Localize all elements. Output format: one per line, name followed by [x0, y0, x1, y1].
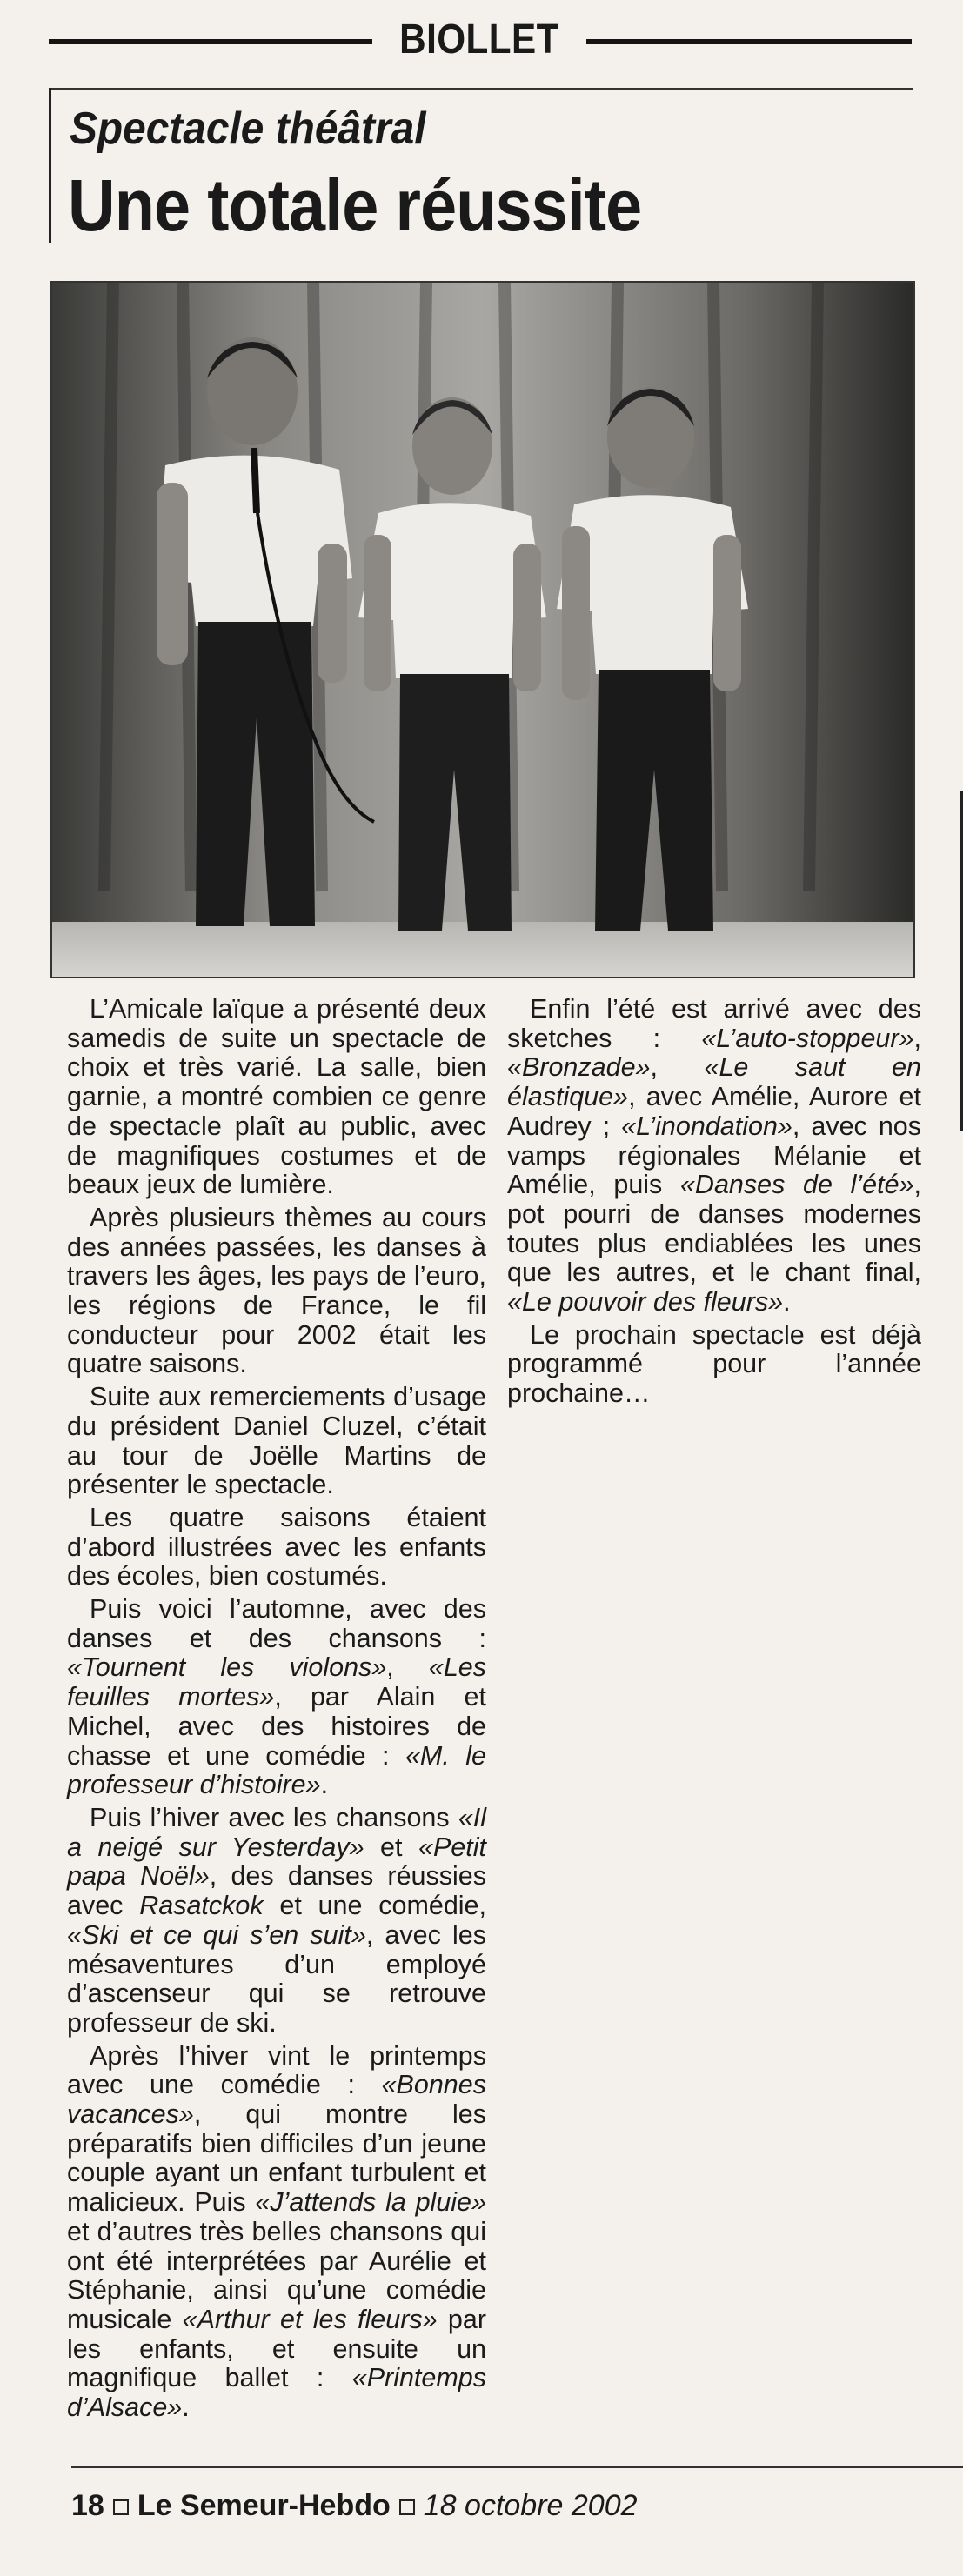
text-run: ,	[386, 1652, 429, 1683]
text-run: Après plusieurs thèmes au cours des années passées, les danses à travers les âges, les pays de l’euro, les régions de France, le fil conducteur pour 2002 était les quatre saisons.	[67, 1202, 486, 1379]
text-run: et	[364, 1832, 418, 1862]
article-paragraph	[67, 1504, 486, 1592]
title-citation: «L’inondation»	[621, 1111, 792, 1141]
text-run: ,	[650, 1052, 705, 1083]
title-citation: «Petit papa Noël»	[67, 1832, 486, 1892]
text-run: Après l’hiver vint le printemps avec une comédie :	[67, 2040, 486, 2100]
title-citation: «Le saut en élastique»	[507, 1052, 921, 1112]
text-run: , avec nos vamps régionales Mélanie et Amélie, puis	[507, 1111, 921, 1200]
text-run: Les quatre saisons étaient d’abord illustrées avec les enfants des écoles, bien costumés.	[67, 1502, 486, 1592]
text-run: , avec Amélie, Aurore et Audrey ;	[507, 1082, 921, 1141]
title-citation: «Arthur et les fleurs»	[182, 2304, 438, 2334]
article-column-left	[67, 995, 486, 2423]
article-paragraph	[67, 1804, 486, 2039]
text-run: et d’autres très belles chansons qui ont été interprétées par Aurélie et Stéphanie, ainsi qu’une comédie musicale	[67, 2216, 486, 2334]
text-run: .	[320, 1770, 329, 1800]
title-citation: «L’auto-stoppeur»	[701, 1023, 914, 1053]
title-citation: «Il a neigé sur Yesterday»	[67, 1802, 486, 1862]
header-rule-right	[586, 39, 912, 44]
title-citation: «Le pouvoir des fleurs»	[507, 1287, 784, 1318]
text-run: , par Alain et Michel, avec des histoires de chasse et une comédie :	[67, 1682, 486, 1771]
page-footer	[71, 2489, 638, 2523]
article-paragraph	[67, 1595, 486, 1800]
text-run: Suite aux remerciements d’usage du président Daniel Cluzel, c’était au tour de Joëlle Martins de présenter le spectacle.	[67, 1382, 486, 1500]
title-citation: «Bronzade»	[507, 1052, 651, 1083]
title-citation: «Bonnes vacances»	[67, 2070, 486, 2130]
title-citation: «Danses de l’été»	[679, 1170, 914, 1200]
text-run: , pot pourri de danses modernes toutes plus endiablées les unes que les autres, et le chant final,	[507, 1170, 921, 1288]
title-citation: «Printemps d’Alsace»	[67, 2363, 486, 2423]
title-citation: «M. le professeur d’histoire»	[67, 1740, 486, 1800]
text-run: .	[783, 1287, 791, 1318]
title-top-rule	[49, 88, 913, 90]
article-paragraph	[507, 995, 921, 1318]
title-citation: «Les feuilles mortes»	[67, 1652, 486, 1712]
text-run: , des danses réussies avec	[67, 1861, 486, 1921]
title-citation: Rasatckok	[139, 1891, 264, 1921]
text-run: et une comédie,	[263, 1891, 486, 1921]
title-side-bar	[49, 88, 51, 243]
article-paragraph	[67, 995, 486, 1200]
article-column-right	[507, 995, 921, 1409]
article-subtitle: Spectacle théâtral	[70, 103, 426, 154]
text-run: par les enfants, et ensuite un magnifique ballet :	[67, 2304, 487, 2393]
publication-name: Le Semeur-Hebdo	[137, 2489, 391, 2522]
square-bullet-icon	[113, 2499, 129, 2515]
title-citation: «Ski et ce qui s’en suit»	[67, 1919, 366, 1950]
article-paragraph	[507, 1321, 921, 1409]
article-paragraph	[67, 1204, 486, 1379]
text-run: Puis l’hiver avec les chansons	[90, 1802, 458, 1832]
issue-date: 18 octobre 2002	[423, 2489, 638, 2522]
title-citation: «Tournent les violons»	[67, 1652, 387, 1683]
section-kicker: BIOLLET	[399, 17, 559, 63]
title-citation: «J’attends la pluie»	[255, 2187, 486, 2218]
text-run: L’Amicale laïque a présenté deux samedis de suite un spectacle de choix et très varié. La salle, bien garnie, a montré combien ce genre de spectacle plaît au public, avec de magnifiques costumes et de beaux jeux de lumière.	[67, 994, 486, 1200]
text-run: ,	[913, 1023, 921, 1053]
text-run: Puis voici l’automne, avec des danses et des chansons :	[67, 1594, 486, 1653]
text-run: , qui montre les préparatifs bien difficiles d’un jeune couple ayant un enfant turbulent et malicieux. Puis	[67, 2099, 486, 2218]
article-paragraph	[67, 1383, 486, 1500]
photo-three-children-on-stage	[52, 283, 913, 977]
text-run: .	[182, 2392, 190, 2423]
article-headline: Une totale réussite	[68, 164, 642, 246]
text-run: , avec les mésaventures d’un employé d’ascenseur qui se retrouve professeur de ski.	[67, 1919, 486, 2038]
footer-rule	[71, 2466, 963, 2468]
text-run: Le prochain spectacle est déjà programmé pour l’année prochaine…	[507, 1319, 921, 1409]
article-photo	[50, 281, 915, 978]
square-bullet-icon	[399, 2499, 415, 2515]
header-rule-left	[49, 39, 372, 44]
article-paragraph	[67, 2042, 486, 2423]
page-number: 18	[71, 2489, 104, 2522]
edge-mark	[960, 791, 963, 1131]
text-run: Enfin l’été est arrivé avec des sketches :	[507, 994, 921, 1053]
